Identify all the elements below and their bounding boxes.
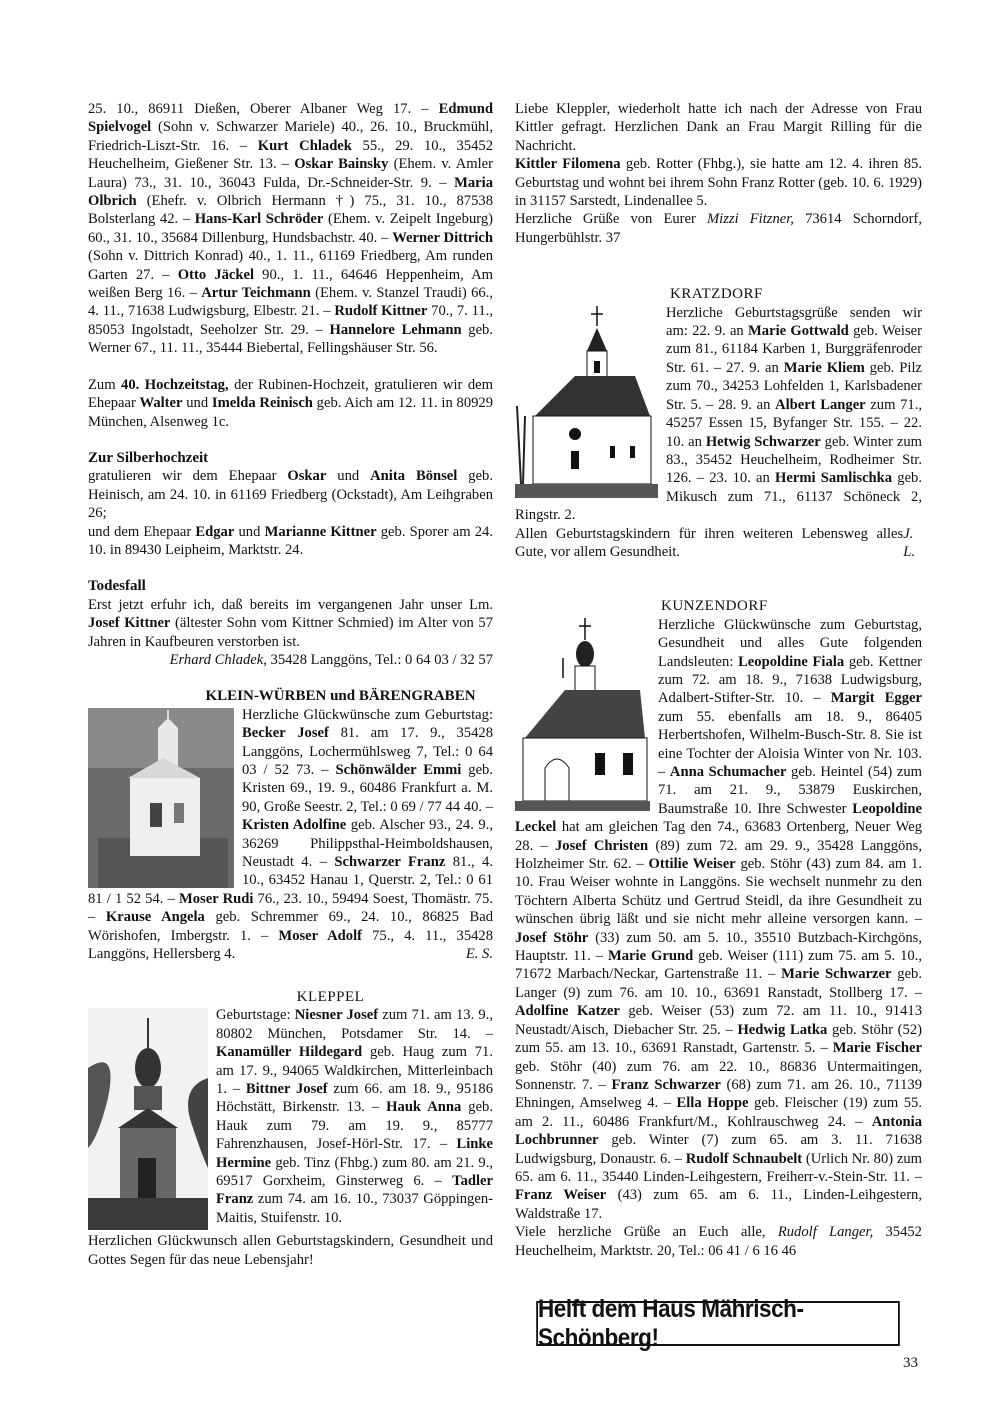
person-name: 40. Hochzeitstag, [121, 376, 229, 393]
person-name: Hetwig Schwarzer [705, 433, 821, 450]
klein-wuerben-signature: E. S. [465, 946, 493, 963]
kleppel-letter-intro: Liebe Kleppler, wiederholt hatte ich nach der Adresse von Frau Kittler gefragt. Herzlichen Dank an Frau Margit Rilling für die Nachricht. [515, 101, 922, 154]
silver-wedding-text-1: gratulieren wir dem Ehepaar Oskar und Anita Bönsel geb. Heinisch, am 24. 10. in 61169 Friedberg (Ockstadt), Am Leihgraben 26; [88, 468, 494, 522]
person-name: Moser Adolf [278, 927, 363, 944]
person-name: Tadler Franz [216, 1172, 493, 1208]
kratzdorf-signature: J. L. [903, 525, 915, 560]
person-name: Kristen Adolfine [242, 817, 347, 834]
kunzendorf-heading: KUNZENDORF [661, 598, 768, 615]
person-name: Franz Schwarzer [611, 1076, 721, 1093]
appeal-banner: Helft dem Haus Mährisch-Schönberg! [536, 1301, 900, 1346]
person-name: Walter [139, 395, 183, 412]
person-name: Schönwälder Emmi [335, 762, 462, 778]
kleppel-letter-greeting: Herzliche Grüße von Eurer Mizzi Fitzner, 73614 Schorndorf, Hungerbühlstr. 37 [515, 211, 923, 246]
person-name: Oskar Bainsky [294, 156, 389, 173]
person-name: Hannelore Lehmann [329, 321, 462, 338]
right-column [515, 100, 922, 1260]
person-name: Krause Angela [105, 909, 205, 926]
person-name: Leopoldine Leckel [515, 800, 922, 836]
person-name: Anna Schumacher [669, 764, 787, 780]
person-name: Marie Grund [607, 948, 694, 965]
left-column [88, 100, 493, 1269]
silver-wedding-text-2: und dem Ehepaar Edgar und Marianne Kittner geb. Sporer am 24. 10. in 89430 Leipheim, Marktstr. 24. [88, 523, 493, 558]
ruby-wedding-notice: Zum 40. Hochzeitstag, der Rubinen-Hochzeit, gratulieren wir dem Ehepaar Walter und Imelda Reinisch geb. Aich am 12. 11. in 80929 München, Alsenweg 1c. [88, 376, 494, 430]
person-name: Antonia Lochbrunner [515, 1113, 922, 1149]
person-name: Moser Rudi [178, 890, 254, 907]
person-name: Hedwig Latka [737, 1021, 828, 1038]
person-name: Niesner Josef [294, 1007, 379, 1024]
person-name: Hermi Samlischka [775, 470, 893, 487]
kunzendorf-text: Herzliche Glückwünsche zum Geburtstag, Gesundheit und alles Gute folgenden Landsleuten: Leopoldine Fiala geb. Kettner zum 72. am 18. 9., 71638 Ludwigsburg, Adalbert-Stifter-Str. 10. – Margit Egger zum 55. ebenfalls am 18. 9., 86405 Herbertshofen, Wilhelm-Busch-Str. 8. Sie ist eine Tochter der Aloisia Winter von Nr. 103. – Anna Schumacher geb. Heintel (54) zum 71. am 21. 9., 53879 Euskirchen, Baumstraße 10. Ihre Schwester Leopoldine Leckel hat am gleichen Tag den 74., 63683 Ortenberg, Neuer Weg 28. – Josef Christen (89) zum 72. am 29. 9., 35428 Langgöns, Holzheimer Str. 62. – Ottilie Weiser geb. Stöhr (43) zum 84. am 1. 10. Frau Weiser wohnte in Langgöns. Sie wechselt nunmehr zu den Töchtern Alberta Schütz und Gertrud Steidl, da ihre Gesundheit zu wünschen übrig läßt und sie nicht mehr alleine versorgen kann. – Josef Stöhr (33) zum 50. am 5. 10., 35510 Butzbach-Kirchgöns, Hauptstr. 11. – Marie Grund geb. Weiser (111) zum 75. am 5. 10., 71672 Marbach/Neckar, Gartenstraße 11. – Marie Schwarzer geb. Langer (9) zum 76. am 10. 10., 63691 Ranstadt, Stollberg 17. – Adolfine Katzer geb. Weiser (53) zum 72. am 11. 10., 91413 Neustadt/Aisch, Diebacher Str. 25. – Hedwig Latka geb. Stöhr (52) zum 55. am 13. 10., 63691 Ranstadt, Gartenstr. 5. – Marie Fischer geb. Stöhr (40) zum 76. am 22. 10., 86836 Untermaitingen, Sonnenstr. 7. – Franz Schwarzer (68) zum 71. am 26. 10., 71139 Ehningen, Amselweg 4. – Ella Hoppe geb. Fleischer (19) zum 55. am 2. 11., 60486 Frankfurt/M., Kohlrauschweg 24. – Antonia Lochbrunner geb. Winter (7) zum 65. am 3. 11. 71638 Ludwigsburg, Donaustr. 6. – Rudolf Schnaubelt (Urlich Nr. 80) zum 65. am 6. 11., 35440 Linden-Leihgestern, Freiherr-v.-Stein-Str. 11. – Franz Weiser (43) zum 65. am 6. 11., Linden-Leihgestern, Waldstraße 17. [515, 616, 923, 1222]
kunzendorf-closing: Viele herzliche Grüße an Euch alle, Rudolf Langer, 35452 Heuchelheim, Marktstr. 20, Tel.: 06 41 / 6 16 46 [515, 1224, 922, 1259]
person-name: Schwarzer Franz [334, 854, 446, 871]
church-drawing [515, 306, 658, 502]
klein-wuerben-text: Herzliche Glückwünsche zum Geburtstag: Becker Josef 81. am 17. 9., 35428 Langgöns, Lochermühlsweg 7, Tel.: 0 64 03 / 52 73. – Schönwälder Emmi geb. Kristen 69., 19. 9., 60486 Frankfurt a. M. 90, Große Seestr. 2, Tel.: 0 69 / 77 44 40. – Kristen Adolfine geb. Alscher 93., 24. 9., 36269 Philippsthal-Heimboldshausen, Neustadt 4. – Schwarzer Franz 81., 4. 10., 63452 Hanau 1, Querstr. 2, Tel.: 0 61 81 / 1 52 54. – Moser Rudi 76., 23. 10., 59494 Soest, Thomästr. 75. – Krause Angela geb. Schremmer 69., 24. 10., 86825 Bad Wörishofen, Imbergstr. 1. – Moser Adolf 75., 4. 11., 35428 Langgöns, Hellersberg 4. [88, 706, 494, 963]
person-name: Josef Stöhr [515, 929, 589, 946]
person-name: Hans-Karl Schröder [194, 211, 324, 228]
person-name: Hauk Anna [386, 1099, 462, 1116]
klein-wuerben-heading: KLEIN-WÜRBEN und BÄRENGRABEN [205, 688, 476, 705]
person-name: Marianne Kittner [264, 523, 377, 540]
person-name: Edgar [195, 523, 235, 540]
kratzdorf-heading: KRATZDORF [670, 286, 763, 303]
person-name: Marie Schwarzer [781, 966, 892, 983]
kleppel-heading: KLEPPEL [296, 988, 365, 1005]
person-name: Anita Bönsel [370, 468, 458, 485]
person-name: Rudolf Kittner [334, 303, 428, 320]
person-name: Adolfine Katzer [515, 1003, 620, 1020]
person-name: Josef Kittner [88, 615, 171, 632]
person-name: Otto Jäckel [177, 266, 255, 283]
death-notice-signature: Erhard Chladek, 35428 Langgöns, Tel.: 0 64 03 / 32 57 [169, 651, 493, 668]
person-name: Becker Josef [242, 725, 329, 742]
person-name: Rudolf Schnaubelt [685, 1150, 803, 1167]
person-name: Kanamüller Hildegard [216, 1044, 363, 1061]
person-name: Kittler Filomena [515, 156, 621, 173]
person-name: Werner Dittrich [392, 229, 493, 246]
person-name: Marie Gottwald [748, 323, 849, 340]
person-name: Artur Teichmann [201, 285, 311, 302]
death-notice-text: Erst jetzt erfuhr ich, daß bereits im vergangenen Jahr unser Lm. Josef Kittner (ältester Sohn vom Kittner Schmied) im Alter von 57 Jahren in Kaufbeuren verstorben ist. [88, 596, 493, 650]
person-name: Albert Langer [775, 396, 866, 413]
page-number: 33 [903, 1355, 918, 1371]
person-name: Ella Hoppe [676, 1095, 749, 1112]
kleppel-letter-filomena: Kittler Filomena geb. Rotter (Fhbg.), sie hatte am 12. 4. ihren 85. Geburtstag und wohnt bei ihrem Sohn Franz Rotter (geb. 10. 6. 1929) in 31157 Sarstedt, Lindenallee 5. [515, 156, 922, 210]
person-name: Marie Fischer [832, 1040, 922, 1057]
kratzdorf-closing: Allen Geburtstagskindern für ihren weiteren Lebensweg alles Gute, vor allem Gesundheit. J. L. [515, 525, 922, 562]
person-name: Margit Egger [830, 690, 922, 707]
person-name: Marie Kliem [783, 359, 865, 376]
person-name: Franz Weiser [515, 1187, 607, 1204]
chapel-tower-photo [88, 1008, 208, 1230]
person-name: Bittner Josef [245, 1080, 328, 1097]
person-name: Kurt Chladek [257, 137, 352, 154]
kratzdorf-text: Herzliche Geburtstagsgrüße senden wir am: 22. 9. an Marie Gottwald geb. Weiser zum 81., 61184 Karben 1, Burggräfenroder Str. 61. – 27. 9. an Marie Kliem geb. Pilz zum 70., 34253 Lohfelden 1, Karlsbadener Str. 5. – 28. 9. an Albert Langer zum 71., 45257 Essen 15, Byfanger Str. 155. – 22. 10. an Hetwig Schwarzer geb. Winter zum 83., 35452 Heuchelheim, Rodheimer Str. 126. – 23. 10. an Hermi Samlischka geb. Mikusch zum 71., 61137 Schöneck 2, Ringstr. 2. [515, 304, 922, 524]
kunzendorf-church-drawing [515, 618, 650, 811]
silver-wedding-heading: Zur Silberhochzeit [88, 449, 209, 466]
kleppel-closing: Herzlichen Glückwunsch allen Geburtstagskindern, Gesundheit und Gottes Segen für das neue Lebensjahr! [88, 1233, 493, 1268]
person-name: Ottilie Weiser [648, 856, 736, 873]
person-name: Linke Hermine [216, 1136, 493, 1171]
person-name: Maria Olbrich [88, 174, 493, 210]
person-name: Oskar [287, 468, 327, 485]
birthday-list-continued: 25. 10., 86911 Dießen, Oberer Albaner Weg 17. – Edmund Spielvogel (Sohn v. Schwarzer Mariele) 40., 26. 10., Bruckmühl, Friedrich-Liszt-Str. 16. – Kurt Chladek 55., 29. 10., 35452 Heuchelheim, Gießener Str. 13. – Oskar Bainsky (Ehem. v. Amler Laura) 73., 31. 10., 36043 Fulda, Dr.-Schneider-Str. 9. – Maria Olbrich (Ehefr. v. Olbrich Hermann †) 75., 31. 10., 87538 Bolsterlang 42. – Hans-Karl Schröder (Ehem. v. Zeipelt Ingeburg) 60., 31. 10., 35684 Dillenburg, Hundsbachstr. 40. – Werner Dittrich (Sohn v. Dittrich Konrad) 40., 1. 11., 61169 Friedberg, Am runden Garten 27. – Otto Jäckel 90., 1. 11., 64646 Heppenheim, Am weißen Berg 16. – Artur Teichmann (Ehem. v. Stanzel Traudi) 66., 4. 11., 71638 Ludwigsburg, Elbestr. 21. – Rudolf Kittner 70., 7. 11., 85053 Ingolstadt, Seeholzer Str. 29. – Hannelore Lehmann geb. Werner 67., 11. 11., 35444 Biebertal, Fellingshäuser Str. 56. [88, 101, 493, 357]
person-name: Leopoldine Fiala [738, 653, 845, 670]
chapel-photo [88, 708, 234, 888]
person-name: Imelda Reinisch [211, 395, 313, 412]
person-name: Edmund Spielvogel [88, 101, 493, 136]
death-notice-heading: Todesfall [88, 578, 146, 595]
person-name: Josef Christen [555, 837, 649, 854]
kleppel-text: Geburtstage: Niesner Josef zum 71. am 13. 9., 80802 München, Potsdamer Str. 14. – Kanamüller Hildegard geb. Haug zum 71. am 17. 9., 94065 Waldkirchen, Mitterleinbach 1. – Bittner Josef zum 66. am 18. 9., 95186 Höchstätt, Birkenstr. 13. – Hauk Anna geb. Hauk zum 79. am 19. 9., 85777 Fahrenzhausen, Josef-Hörl-Str. 17. – Linke Hermine geb. Tinz (Fhbg.) zum 80. am 21. 9., 69517 Gorxheim, Ginsterweg 6. – Tadler Franz zum 74. am 16. 10., 73037 Göppingen-Maitis, Stuifenstr. 10. [216, 1007, 494, 1226]
